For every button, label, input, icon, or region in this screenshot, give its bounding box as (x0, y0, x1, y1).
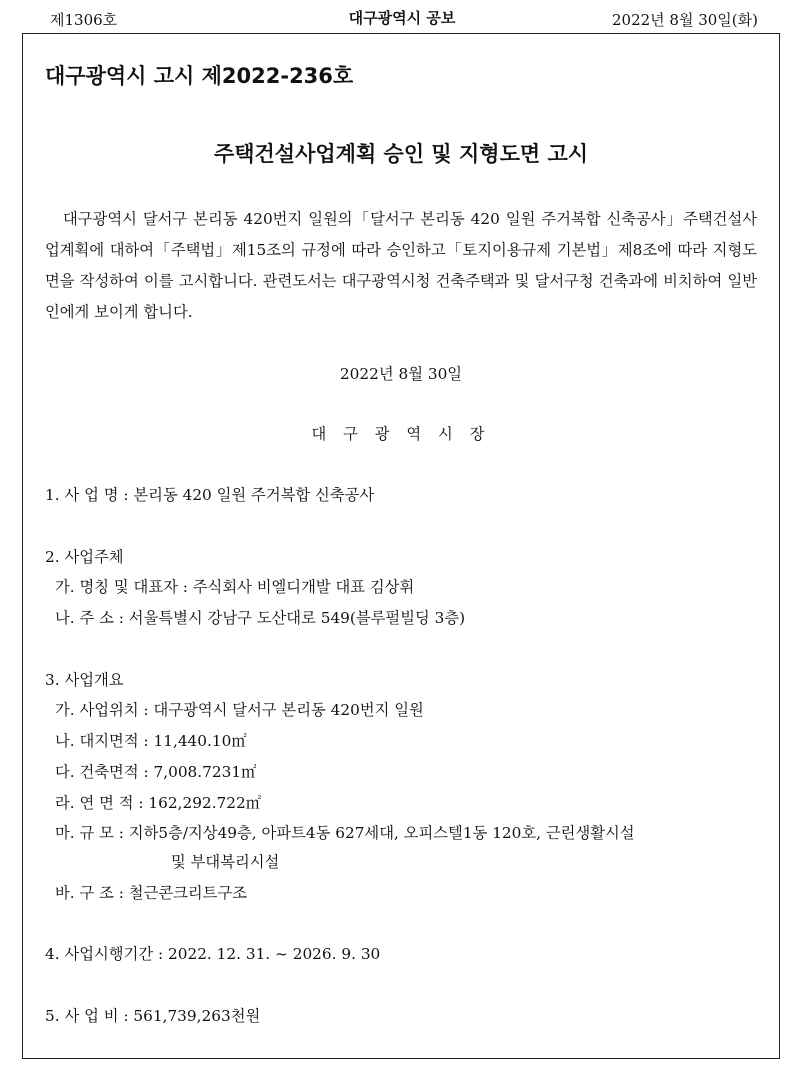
item-period: 4. 사업시행기간 : 2022. 12. 31. ~ 2026. 9. 30 (45, 945, 381, 963)
item-entity-address: 나. 주 소 : 서울특별시 강남구 도산대로 549(블루펄빌딩 3층) (55, 609, 466, 627)
notice-signer: 대 구 광 역 시 장 (311, 425, 491, 443)
item-scale: 마. 규 모 : 지하5층/지상49층, 아파트4동 627세대, 오피스텔1동 120호, 근린생활시설 (55, 824, 635, 842)
notice-body (45, 204, 757, 328)
notice-box (22, 33, 780, 1059)
item-business-name: 1. 사 업 명 : 본리동 420 일원 주거복합 신축공사 (45, 486, 375, 504)
notice-title: 주택건설사업계획 승인 및 지형도면 고시 (213, 142, 589, 166)
page-header (22, 6, 782, 32)
item-building-area: 다. 건축면적 : 7,008.7231㎡ (55, 763, 257, 781)
item-business-overview: 3. 사업개요 (45, 671, 124, 689)
item-structure: 바. 구 조 : 철근콘크리트구조 (55, 884, 248, 902)
item-site-area: 나. 대지면적 : 11,440.10㎡ (55, 732, 247, 750)
notice-date: 2022년 8월 30일 (339, 365, 463, 383)
publication-date: 2022년 8월 30일(화) (611, 11, 758, 29)
notice-number: 대구광역시 고시 제2022-236호 (45, 64, 354, 88)
item-business-entity: 2. 사업주체 (45, 548, 124, 566)
item-scale-continued: 및 부대복리시설 (171, 853, 280, 871)
issue-number: 제1306호 (50, 11, 118, 29)
item-entity-representative: 가. 명칭 및 대표자 : 주식회사 비엘디개발 대표 김상휘 (55, 578, 415, 596)
item-location: 가. 사업위치 : 대구광역시 달서구 본리동 420번지 일원 (55, 701, 424, 719)
item-cost: 5. 사 업 비 : 561,739,263천원 (45, 1007, 261, 1025)
notice-body-text: 대구광역시 달서구 본리동 420번지 일원의「달서구 본리동 420 일원 주거복합 신축공사」주택건설사업계획에 대하여「주택법」제15조의 규정에 따라 승인하고「토지이용규제 기본법」제8조에 따라 지형도면을 작성하여 이를 고시합니다. 관련도서는 대구광역시청 건축주택과 및 달서구청 건축과에 비치하여 일반인에게 보이게 합니다. (45, 210, 757, 321)
item-total-floor-area: 라. 연 면 적 : 162,292.722㎡ (55, 794, 262, 812)
publication-name: 대구광역시 공보 (348, 9, 456, 27)
